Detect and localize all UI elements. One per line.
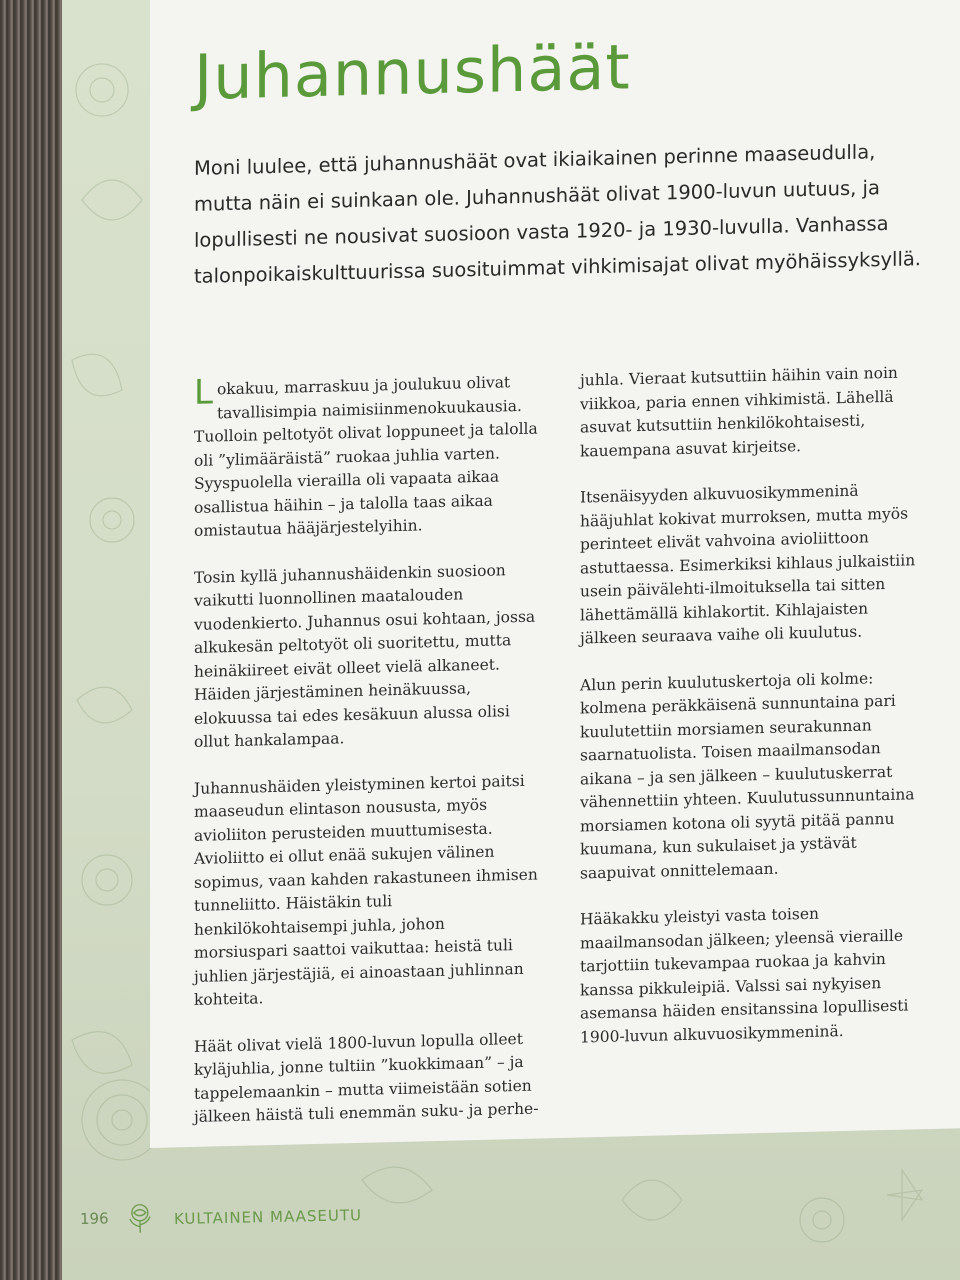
section-title: KULTAINEN MAASEUTU (173, 1206, 363, 1229)
drop-cap: L (194, 372, 213, 413)
right-paragraph-1: juhla. Vieraat kutsuttiin häihin vain noin viikkoa, paria ennen vihkimistä. Lähellä asuvat kutsuttiin henkilökohtaisesti, kauempana asuvat kirjeitse. (580, 363, 898, 460)
intro-paragraph: Moni luulee, että juhannushäät ovat ikiaikainen perinne maaseudulla, mutta näin ei suinkaan ole. Juhannushäät olivat 1900-luvun uutuus, ja lopullisesti ne nousivat suosioon vasta 1920- ja 1930-luvulla. Vanhassa talonpoikaiskulttuurissa suosituimmat vihkimisajat olivat myöhäissyksyllä. (194, 140, 922, 288)
left-paragraph-4: Häät olivat vielä 1800-luvun lopulla olleet kyläjuhlia, jonne tultiin ”kuokkimaan” – ja tappelemaankin – mutta viimeistään sotien jälkeen häistä tuli enemmän suku- ja perhe- (194, 1029, 539, 1126)
page-number: 196 (79, 1209, 109, 1228)
left-paragraph-1 (194, 370, 539, 543)
book-page-edges (0, 0, 62, 1280)
left-column (194, 370, 539, 1152)
page-title: Juhannushäät (194, 30, 631, 114)
right-paragraph-3: Alun perin kuulutuskertoja oli kolme: kolmena peräkkäisenä sunnuntaina pari kuulutettiin morsiamen seurakunnan saarnatuolista. Toisen maailmansodan aikana – ja sen jälkeen – kuulutuskerrat vähennettiin yhteen. Kuulutussunnuntaina morsiamen kotona oli syytä pitää pannu kuumana, kun sukulaiset ja ystävät saapuivat onnittelemaan. (580, 668, 915, 882)
left-paragraph-2: Tosin kyllä juhannushäidenkin suosioon vaikutti luonnollinen maatalouden vuodenkierto. Juhannus osui kohtaan, jossa alkukesän peltotyöt oli suoritettu, mutta heinäkiireet eivät olleet vielä alkaneet. Häiden järjestäminen heinäkuussa, elokuussa tai edes kesäkuun alussa olisi ollut hankalampaa. (194, 560, 536, 751)
rose-icon (122, 1198, 159, 1235)
right-paragraph-4: Hääkakku yleistyi vasta toisen maailmansodan jälkeen; yleensä vieraille tarjottiin tukevampaa ruokaa ja kahvin kanssa pikkuleipiä. Valssi sai nykyisen asemansa häiden ensitanssina lopullisesti 1900-luvun alkuvuosikymmeninä. (580, 904, 909, 1046)
left-paragraph-3: Juhannushäiden yleistyminen kertoi paitsi maaseudun elintason noususta, myös avioliiton perusteiden muuttumisesta. Avioliitto ei ollut enää sukujen välinen sopimus, vaan kahden rakastuneen ihmisen tunneliitto. Häistäkin tuli henkilökohtaisempi juhla, johon morsiuspari saattoi vaikuttaa: heistä tuli juhlien järjestäjiä, ei ainoastaan juhlinnan kohteita. (194, 771, 538, 1009)
text-panel (150, 0, 960, 1148)
right-column (580, 361, 925, 1072)
right-paragraph-2: Itsenäisyyden alkuvuosikymmeninä hääjuhlat kokivat murroksen, mutta myös perinteet elivät vahvoina avioliittoon astuttaessa. Esimerkiksi kihlaus julkaistiin usein päivälehti-ilmoituksella tai sitten lähettämällä kihlakortit. Kihlajaisten jälkeen seuraava vaihe oli kuulutus. (580, 481, 916, 648)
left-paragraph-1-text: okakuu, marraskuu ja joulukuu olivat tavallisimpia naimisiinmenokuukausia. Tuolloin peltotyöt olivat loppuneet ja talolla oli ”ylimääräistä” ruokaa juhlia varten. Syyspuolella vierailla oli vapaata aikaa osallistua häihin – ja talolla taas aikaa omistautua hääjärjestelyihin. (194, 373, 538, 540)
